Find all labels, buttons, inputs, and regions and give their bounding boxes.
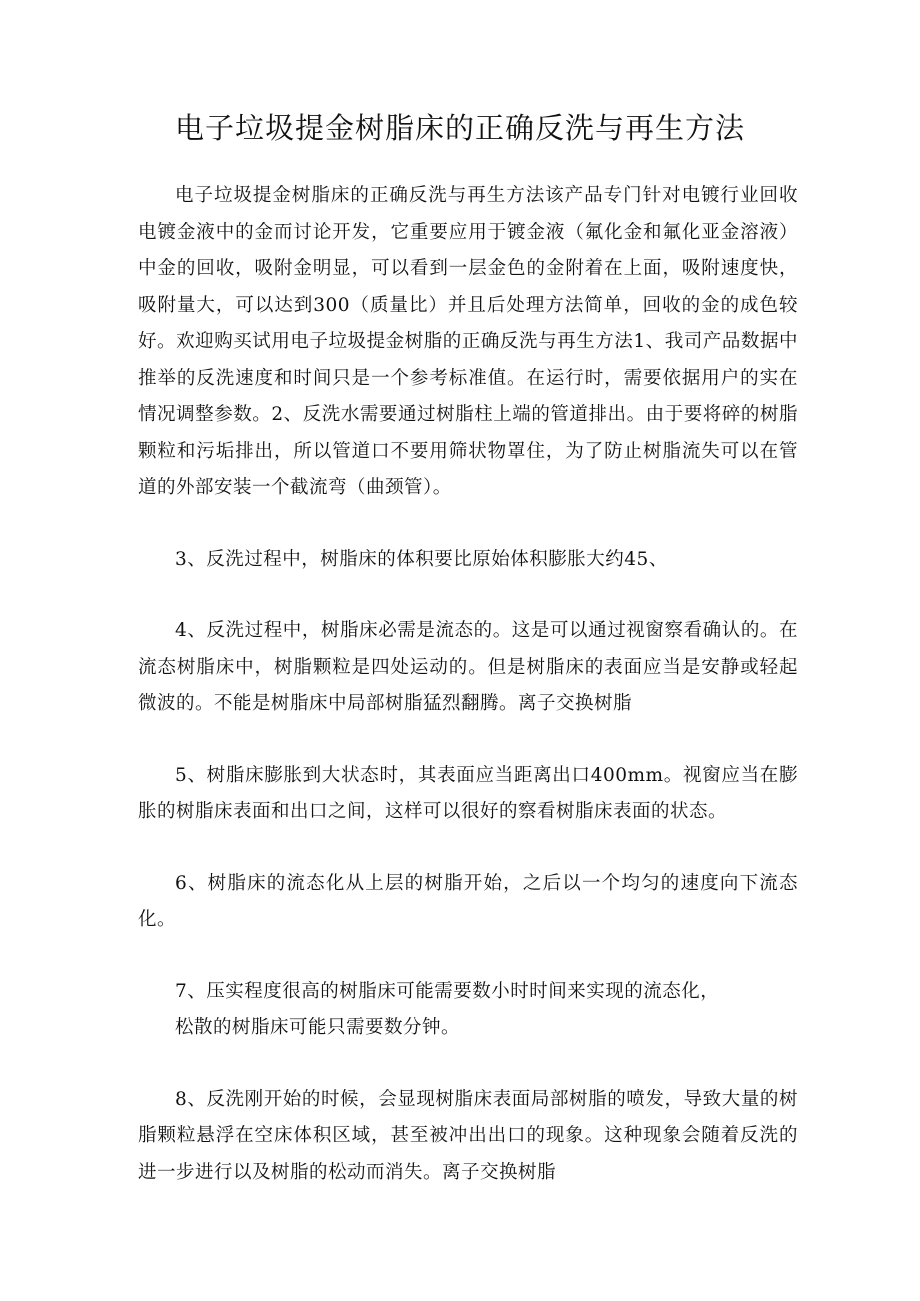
paragraph-4: 4、反洗过程中，树脂床必需是流态的。这是可以通过视窗察看确认的。在流态树脂床中，树脂颗粒是四处运动的。但是树脂床的表面应当是安静或轻起微波的。不能是树脂床中局部树脂猛烈翻腾。离子交换树脂: [138, 620, 798, 714]
paragraph-7: [138, 974, 798, 1047]
paragraph-3: 3、反洗过程中，树脂床的体积要比原始体积膨胀大约45、: [175, 548, 668, 570]
paragraph-8: 8、反洗刚开始的时候，会显现树脂床表面局部树脂的喷发，导致大量的树脂颗粒悬浮在空床体积区域，甚至被冲出出口的现象。这种现象会随着反洗的进一步进行以及树脂的松动而消失。离子交换树脂: [138, 1088, 798, 1183]
document-title: 电子垃圾提金树脂床的正确反洗与再生方法: [174, 111, 745, 145]
paragraph-5: 5、树脂床膨胀到大状态时，其表面应当距离出口400mm。视窗应当在膨胀的树脂床表面和出口之间，这样可以很好的察看树脂床表面的状态。: [138, 764, 798, 822]
paragraph-7-line-2: 松散的树脂床可能只需要数分钟。: [175, 1017, 461, 1038]
paragraph-intro: 电子垃圾提金树脂床的正确反洗与再生方法该产品专门针对电镀行业回收电镀金液中的金而讨论开发，它重要应用于镀金液（氟化金和氟化亚金溶液）中金的回收，吸附金明显，可以看到一层金色的金附着在上面，吸附速度快，吸附量大，可以达到300（质量比）并且后处理方法简单，回收的金的成色较好。欢迎购买试用电子垃圾提金树脂的正确反洗与再生方法1、我司产品数据中推举的反洗速度和时间只是一个参考标准值。在运行时，需要依据用户的实在情况调整参数。2、反洗水需要通过树脂柱上端的管道排出。由于要将碎的树脂颗粒和污垢排出，所以管道口不要用筛状物罩住，为了防止树脂流失可以在管道的外部安装一个截流弯（曲颈管）。: [138, 185, 798, 498]
paragraph-6: 6、树脂床的流态化从上层的树脂开始，之后以一个均匀的速度向下流态化。: [138, 872, 798, 930]
paragraph-7-line-1: 7、压实程度很高的树脂床可能需要数小时时间来实现的流态化，: [175, 980, 720, 1002]
document-body: [138, 178, 798, 1191]
